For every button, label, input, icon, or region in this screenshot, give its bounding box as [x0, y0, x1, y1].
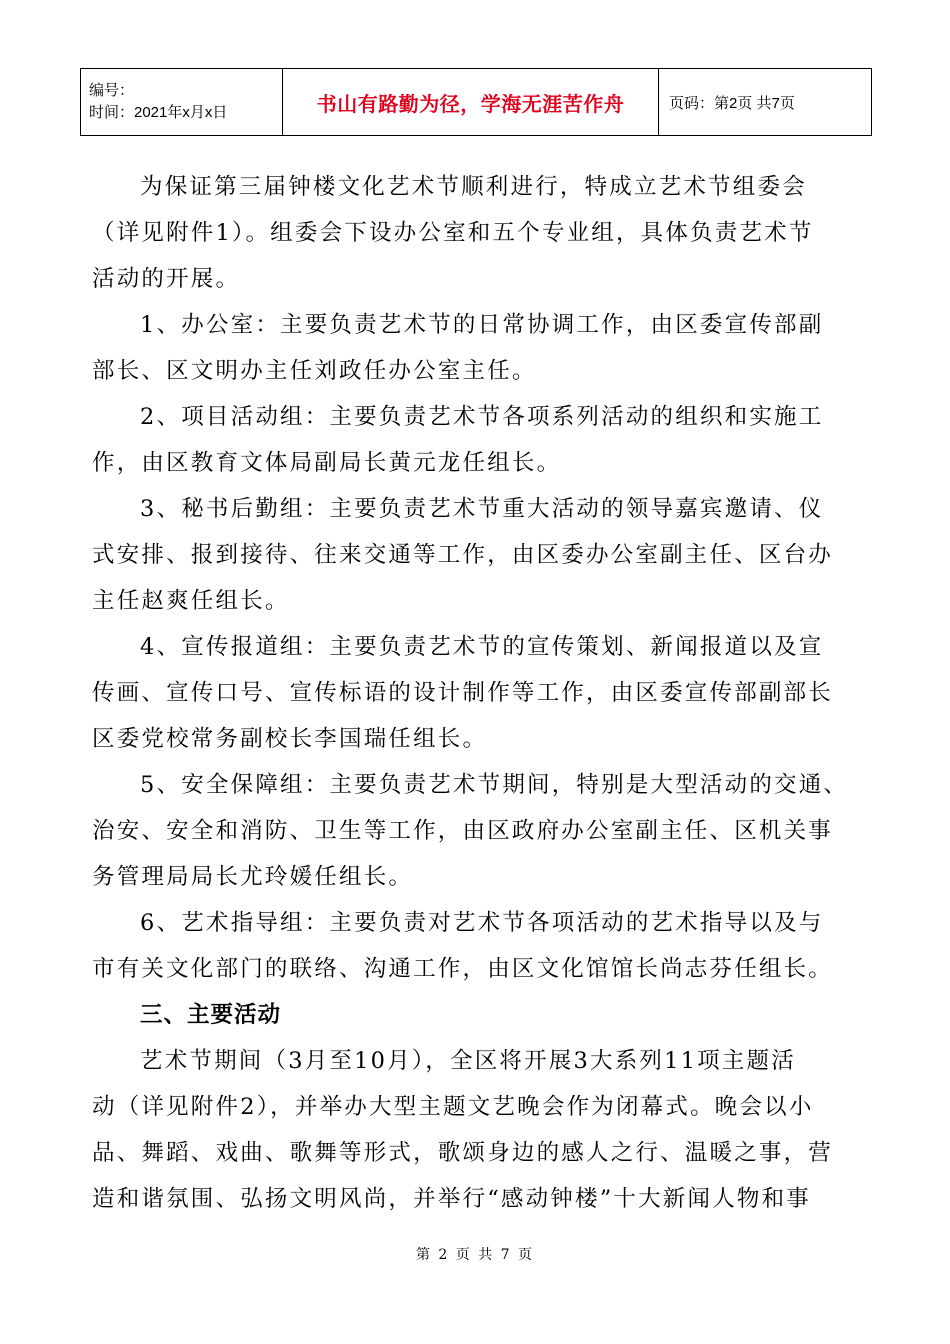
paragraph-publicity-group — [92, 624, 864, 762]
section-heading-main-activities: 三、主要活动 — [140, 1002, 282, 1028]
text-line: 部长、区文明办主任刘政任办公室主任。 — [92, 358, 537, 384]
text-line: 主任赵爽任组长。 — [92, 588, 290, 614]
paragraph-project-group — [92, 394, 864, 486]
paragraph-art-guidance-group — [92, 900, 864, 992]
text-line: （详见附件1）。组委会下设办公室和五个专业组，具体负责艺术节 — [92, 220, 814, 246]
document-time-label: 时间：2021年x月x日 — [89, 104, 228, 121]
text-line: 传画、宣传口号、宣传标语的设计制作等工作，由区委宣传部副部长 — [92, 680, 834, 706]
page-footer: 第 2 页 共 7 页 — [415, 1247, 535, 1263]
header-meta-cell — [81, 69, 283, 136]
paragraph-office — [92, 302, 864, 394]
text-line: 5、安全保障组：主要负责艺术节期间，特别是大型活动的交通、 — [140, 772, 849, 798]
text-line: 区委党校常务副校长李国瑞任组长。 — [92, 726, 488, 752]
text-line: 活动的开展。 — [92, 266, 241, 292]
header-motto: 书山有路勤为径，学海无涯苦作舟 — [316, 91, 625, 116]
text-line: 市有关文化部门的联络、沟通工作，由区文化馆馆长尚志芬任组长。 — [92, 956, 834, 982]
text-line: 艺术节期间（3月至10月），全区将开展3大系列11项主题活 — [140, 1048, 796, 1074]
document-number-label: 编号： — [89, 82, 135, 99]
header-page-number: 页码：第2页 共7页 — [669, 94, 795, 112]
text-line: 治安、安全和消防、卫生等工作，由区政府办公室副主任、区机关事 — [92, 818, 834, 844]
paragraph-committee-intro — [92, 164, 864, 302]
paragraph-activities — [92, 1038, 864, 1222]
text-line: 3、秘书后勤组：主要负责艺术节重大活动的领导嘉宾邀请、仪 — [140, 496, 824, 522]
text-line: 为保证第三届钟楼文化艺术节顺利进行，特成立艺术节组委会 — [140, 174, 807, 200]
paragraph-security-group — [92, 762, 864, 900]
paragraph-logistics-group — [92, 486, 864, 624]
text-line: 作，由区教育文体局副局长黄元龙任组长。 — [92, 450, 562, 476]
text-line: 4、宣传报道组：主要负责艺术节的宣传策划、新闻报道以及宣 — [140, 634, 824, 660]
text-line: 务管理局局长尤玲媛任组长。 — [92, 864, 414, 890]
text-line: 动（详见附件2），并举办大型主题文艺晚会作为闭幕式。晚会以小 — [92, 1094, 814, 1120]
text-line: 1、办公室：主要负责艺术节的日常协调工作，由区委宣传部副 — [140, 312, 824, 338]
text-line: 6、艺术指导组：主要负责对艺术节各项活动的艺术指导以及与 — [140, 910, 824, 936]
document-body — [92, 164, 864, 1222]
header-motto-cell — [283, 69, 659, 136]
text-line: 式安排、报到接待、往来交通等工作，由区委办公室副主任、区台办 — [92, 542, 834, 568]
header-page-cell — [659, 69, 872, 136]
text-line: 品、舞蹈、戏曲、歌舞等形式，歌颂身边的感人之行、温暖之事，营 — [92, 1140, 834, 1166]
text-line: 造和谐氛围、弘扬文明风尚，并举行“感动钟楼”十大新闻人物和事 — [92, 1186, 812, 1212]
page-header — [80, 68, 872, 136]
text-line: 2、项目活动组：主要负责艺术节各项系列活动的组织和实施工 — [140, 404, 824, 430]
